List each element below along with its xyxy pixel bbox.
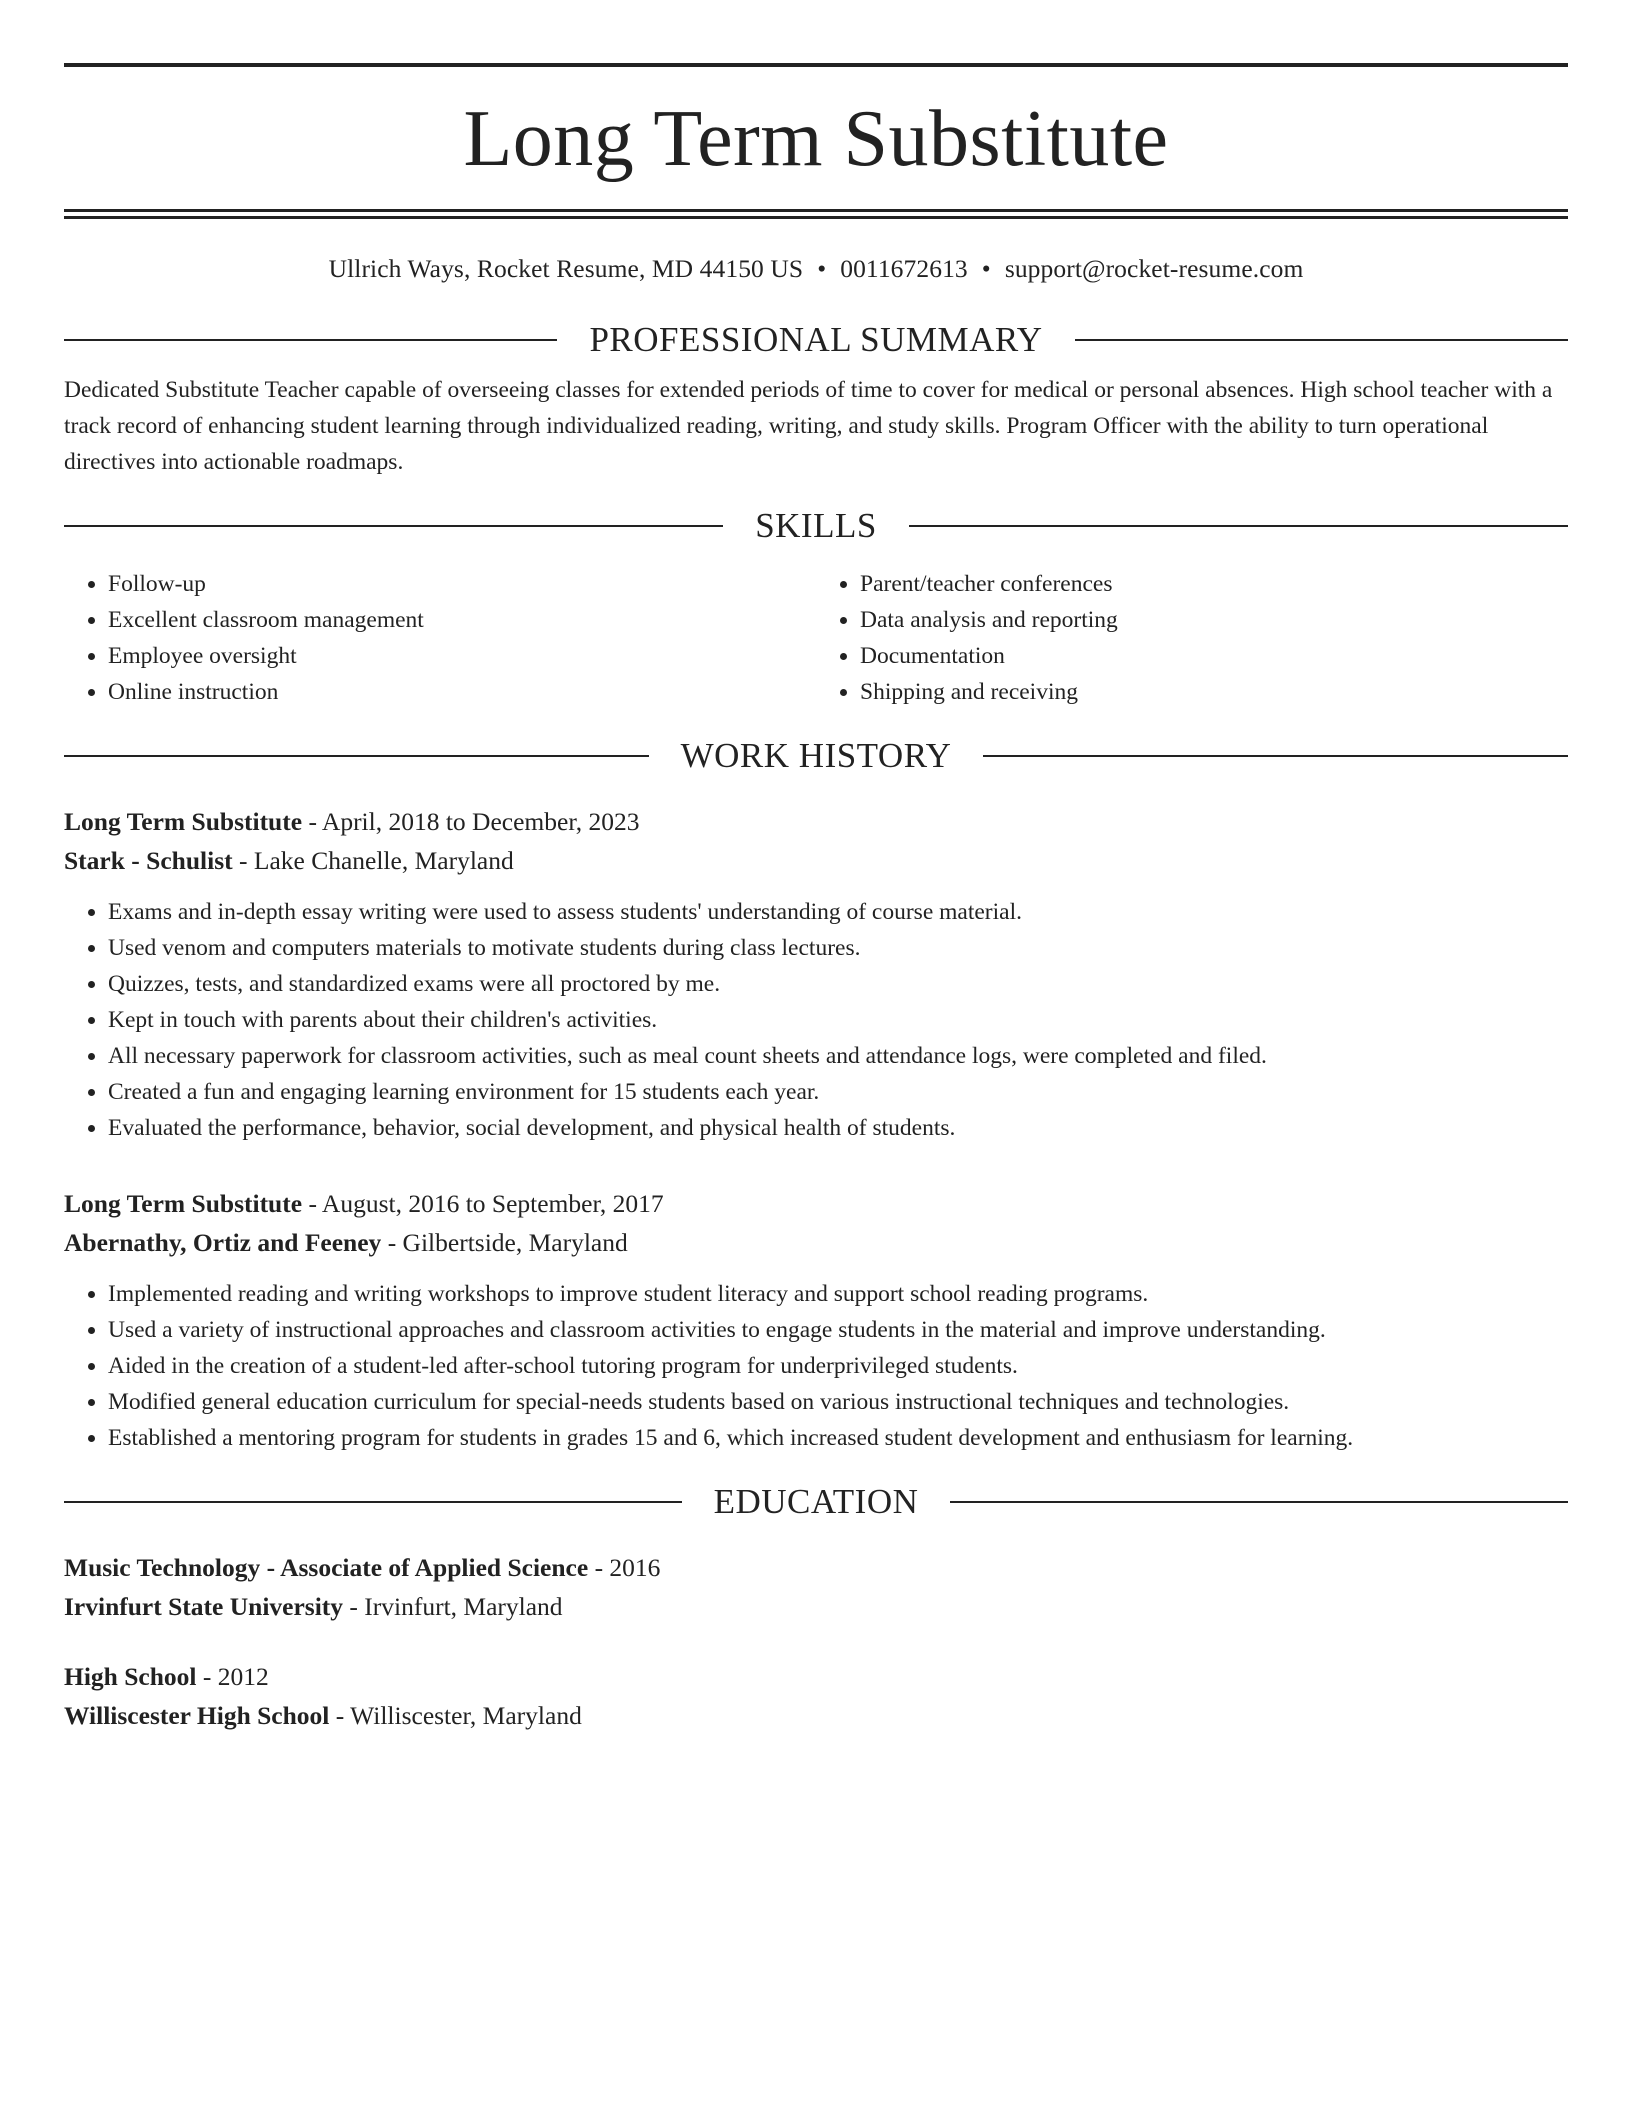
job-dates: - August, 2016 to September, 2017 bbox=[302, 1189, 664, 1218]
job-bullet: • Used venom and computers materials to motivate students during class lectures. bbox=[108, 930, 1568, 966]
job-employer: Stark - Schulist bbox=[64, 846, 233, 875]
contact-separator: • bbox=[981, 254, 991, 283]
heading-rule bbox=[64, 339, 557, 341]
job-employer-line bbox=[64, 1223, 1568, 1262]
job-location: - Gilbertside, Maryland bbox=[381, 1228, 628, 1257]
section-title: EDUCATION bbox=[713, 1482, 919, 1521]
heading-rule bbox=[909, 525, 1568, 527]
job-title-line bbox=[64, 1184, 1568, 1223]
job-employer: Abernathy, Ortiz and Feeney bbox=[64, 1228, 382, 1257]
education-entry bbox=[64, 1657, 1568, 1735]
section-heading-education bbox=[64, 1480, 1568, 1524]
education-degree-line bbox=[64, 1548, 1568, 1587]
section-heading-summary bbox=[64, 318, 1568, 362]
contact-address: Ullrich Ways, Rocket Resume, MD 44150 US bbox=[328, 254, 804, 283]
education-school: Williscester High School bbox=[64, 1701, 330, 1730]
heading-rule bbox=[1075, 339, 1568, 341]
resume-name: Long Term Substitute bbox=[463, 95, 1169, 183]
top-rule bbox=[64, 63, 1568, 67]
contact-phone: 0011672613 bbox=[840, 254, 968, 283]
education-entry bbox=[64, 1548, 1568, 1626]
skill-item: • Follow-up bbox=[108, 566, 816, 602]
skill-item: • Online instruction bbox=[108, 674, 816, 710]
education-school-line bbox=[64, 1587, 1568, 1626]
job-role: Long Term Substitute bbox=[64, 807, 303, 836]
education-school: Irvinfurt State University bbox=[64, 1592, 344, 1621]
job-bullet: • Modified general education curriculum for special-needs students based on various instructional techniques and technologies. bbox=[108, 1384, 1568, 1420]
education-location: - Irvinfurt, Maryland bbox=[343, 1592, 563, 1621]
education-degree: Music Technology - Associate of Applied Science bbox=[64, 1553, 589, 1582]
contact-line bbox=[64, 252, 1568, 286]
section-title: SKILLS bbox=[755, 506, 877, 545]
skill-item: • Data analysis and reporting bbox=[860, 602, 1568, 638]
job-bullet: • Used a variety of instructional approaches and classroom activities to engage students in the material and improve understanding. bbox=[108, 1312, 1568, 1348]
education-location: - Williscester, Maryland bbox=[329, 1701, 582, 1730]
job-bullet: • Aided in the creation of a student-led after-school tutoring program for underprivileged students. bbox=[108, 1348, 1568, 1384]
section-heading-work bbox=[64, 734, 1568, 778]
job-bullet: • Exams and in-depth essay writing were used to assess students' understanding of course material. bbox=[108, 894, 1568, 930]
summary-text: Dedicated Substitute Teacher capable of overseeing classes for extended periods of time to cover for medical or personal absences. High school teacher with a track record of enhancing student learning through individualized reading, writing, and study skills. Program Officer with the ability to turn operational directives into actionable roadmaps. bbox=[64, 377, 1553, 475]
job-bullets bbox=[64, 1276, 1568, 1456]
heading-rule bbox=[64, 525, 723, 527]
job-bullet: • Established a mentoring program for students in grades 15 and 6, which increased student development and enthusiasm for learning. bbox=[108, 1420, 1568, 1456]
section-heading-skills bbox=[64, 504, 1568, 548]
job-dates: - April, 2018 to December, 2023 bbox=[302, 807, 640, 836]
skills-column-left bbox=[64, 566, 816, 710]
education-year: - 2012 bbox=[196, 1662, 269, 1691]
header-double-rule bbox=[64, 209, 1568, 219]
section-title: PROFESSIONAL SUMMARY bbox=[589, 320, 1043, 359]
section-title: WORK HISTORY bbox=[680, 736, 952, 775]
heading-rule bbox=[64, 755, 649, 757]
job-bullet: • All necessary paperwork for classroom activities, such as meal count sheets and attendance logs, were completed and filed. bbox=[108, 1038, 1568, 1074]
heading-rule bbox=[983, 755, 1568, 757]
job-employer-line bbox=[64, 841, 1568, 880]
education-school-line bbox=[64, 1696, 1568, 1735]
job-entry bbox=[64, 1184, 1568, 1456]
skill-item: • Parent/teacher conferences bbox=[860, 566, 1568, 602]
contact-separator: • bbox=[817, 254, 827, 283]
education-degree-line bbox=[64, 1657, 1568, 1696]
skills-list bbox=[64, 566, 1568, 710]
education-year: - 2016 bbox=[588, 1553, 661, 1582]
contact-email[interactable]: support@rocket-resume.com bbox=[1004, 254, 1304, 283]
skill-item: • Excellent classroom management bbox=[108, 602, 816, 638]
job-bullet: • Kept in touch with parents about their children's activities. bbox=[108, 1002, 1568, 1038]
job-bullet: • Created a fun and engaging learning environment for 15 students each year. bbox=[108, 1074, 1568, 1110]
job-role: Long Term Substitute bbox=[64, 1189, 303, 1218]
skill-item: • Employee oversight bbox=[108, 638, 816, 674]
job-entry bbox=[64, 802, 1568, 1146]
job-bullets bbox=[64, 894, 1568, 1146]
job-title-line bbox=[64, 802, 1568, 841]
job-location: - Lake Chanelle, Maryland bbox=[232, 846, 514, 875]
skill-item: • Shipping and receiving bbox=[860, 674, 1568, 710]
job-bullet: • Quizzes, tests, and standardized exams were all proctored by me. bbox=[108, 966, 1568, 1002]
job-bullet: • Evaluated the performance, behavior, social development, and physical health of students. bbox=[108, 1110, 1568, 1146]
skills-column-right bbox=[816, 566, 1568, 710]
skill-item: • Documentation bbox=[860, 638, 1568, 674]
job-bullet: • Implemented reading and writing workshops to improve student literacy and support school reading programs. bbox=[108, 1276, 1568, 1312]
education-degree: High School bbox=[64, 1662, 197, 1691]
heading-rule bbox=[64, 1501, 682, 1503]
heading-rule bbox=[950, 1501, 1568, 1503]
